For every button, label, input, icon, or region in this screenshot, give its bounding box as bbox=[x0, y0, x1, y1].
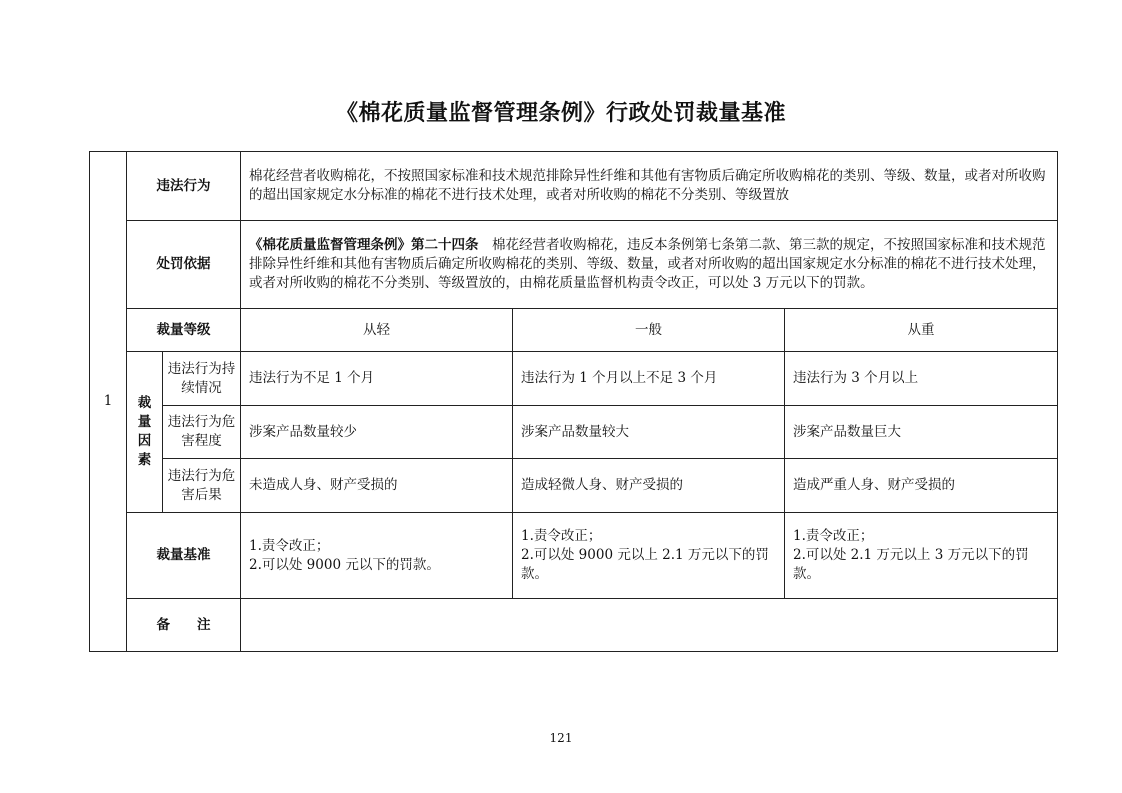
factor-light: 未造成人身、财产受损的 bbox=[241, 459, 513, 513]
basis-cell bbox=[241, 221, 1058, 309]
standard-heavy bbox=[785, 513, 1058, 599]
factors-label-char: 因 bbox=[137, 433, 152, 449]
factor-light: 涉案产品数量较少 bbox=[241, 406, 513, 459]
level-heavy: 从重 bbox=[785, 309, 1058, 352]
standard-line: 1.责令改正； bbox=[249, 537, 330, 554]
factors-label bbox=[127, 352, 163, 513]
level-light: 从轻 bbox=[241, 309, 513, 352]
factors-label-char: 量 bbox=[137, 414, 152, 430]
standard-line: 2.可以处 9000 元以上 2.1 万元以下的罚款。 bbox=[521, 547, 769, 582]
standard-row bbox=[90, 513, 1058, 599]
basis-row bbox=[90, 221, 1058, 309]
standard-line: 2.可以处 2.1 万元以上 3 万元以下的罚款。 bbox=[793, 547, 1029, 582]
factor-normal: 违法行为 1 个月以上不足 3 个月 bbox=[513, 352, 785, 406]
factor-normal: 涉案产品数量较大 bbox=[513, 406, 785, 459]
standard-normal bbox=[513, 513, 785, 599]
remarks-text bbox=[241, 599, 1058, 652]
page-title: 《棉花质量监督管理条例》行政处罚裁量基准 bbox=[335, 100, 786, 126]
basis-ref: 《棉花质量监督管理条例》第二十四条 bbox=[249, 237, 479, 253]
factor-row bbox=[90, 352, 1058, 406]
factors-label-char: 裁 bbox=[137, 395, 152, 411]
basis-text: 棉花经营者收购棉花，违反本条例第七条第二款、第三款的规定，不按照国家标准和技术规范排除异性纤维和其他有害物质后确定所收购棉花的类别、等级、数量，或者对所收购的超出国家规定水分标准的棉花不进行技术处理，或者对所收购的棉花不分类别、等级置放的，由棉花质量监督机构责令改正，可以处 3 万元以下的罚款。 bbox=[249, 237, 1046, 291]
factor-heavy: 涉案产品数量巨大 bbox=[785, 406, 1058, 459]
page-number: 121 bbox=[549, 731, 573, 745]
factor-row bbox=[90, 406, 1058, 459]
standard-line: 1.责令改正； bbox=[793, 528, 874, 544]
levels-label: 裁量等级 bbox=[127, 309, 241, 352]
factor-heavy: 违法行为 3 个月以上 bbox=[785, 352, 1058, 406]
factor-light: 违法行为不足 1 个月 bbox=[241, 352, 513, 406]
standard-line: 2.可以处 9000 元以下的罚款。 bbox=[249, 556, 440, 573]
factor-row bbox=[90, 459, 1058, 513]
penalty-table bbox=[89, 151, 1058, 652]
level-normal: 一般 bbox=[513, 309, 785, 352]
violation-text: 棉花经营者收购棉花，不按照国家标准和技术规范排除异性纤维和其他有害物质后确定所收购棉花的类别、等级、数量，或者对所收购的超出国家规定水分标准的棉花不进行技术处理，或者对所收购的棉花不分类别、等级置放 bbox=[241, 152, 1058, 221]
factor-name: 违法行为持续情况 bbox=[163, 352, 241, 406]
factors-label-char: 素 bbox=[137, 452, 152, 468]
remarks-label: 备 注 bbox=[127, 599, 241, 652]
standard-line: 1.责令改正； bbox=[521, 528, 602, 544]
violation-row bbox=[90, 152, 1058, 221]
row-number: 1 bbox=[90, 152, 127, 652]
remarks-row bbox=[90, 599, 1058, 652]
standard-label: 裁量基准 bbox=[127, 513, 241, 599]
violation-label: 违法行为 bbox=[127, 152, 241, 221]
basis-label: 处罚依据 bbox=[127, 221, 241, 309]
factor-normal: 造成轻微人身、财产受损的 bbox=[513, 459, 785, 513]
standard-light bbox=[241, 513, 513, 599]
factor-name: 违法行为危害程度 bbox=[163, 406, 241, 459]
levels-row bbox=[90, 309, 1058, 352]
factor-heavy: 造成严重人身、财产受损的 bbox=[785, 459, 1058, 513]
factor-name: 违法行为危害后果 bbox=[163, 459, 241, 513]
